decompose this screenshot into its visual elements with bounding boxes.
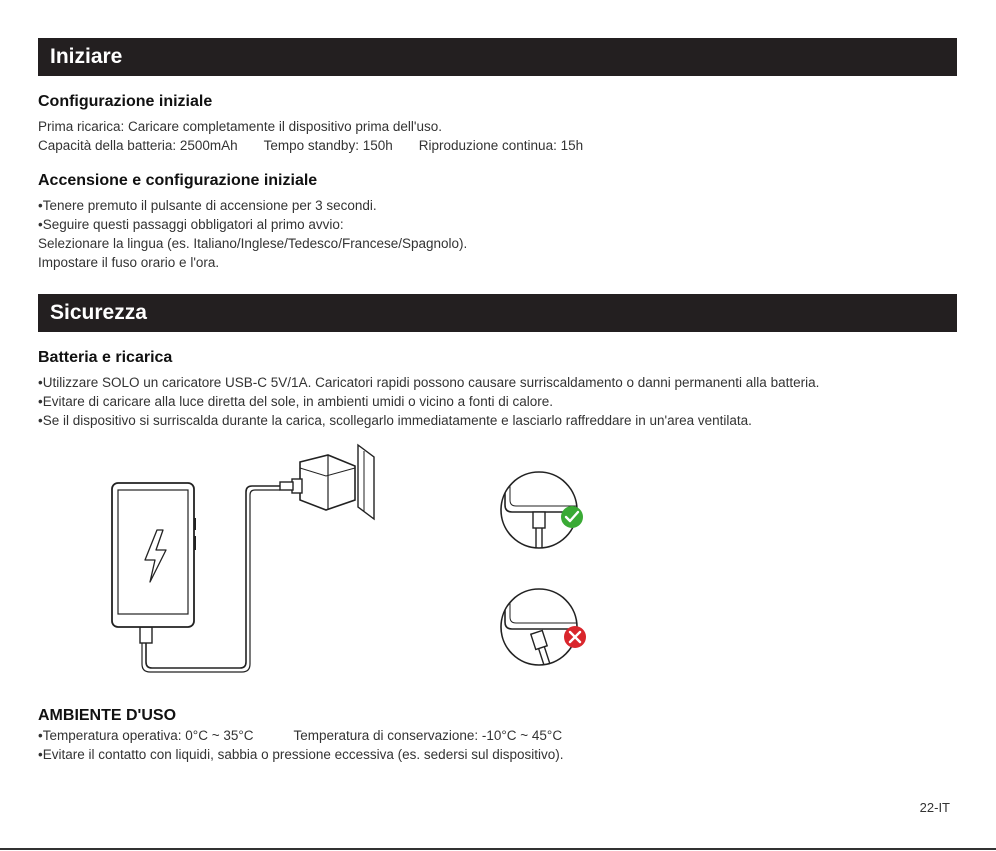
environment-temperatures: [38, 726, 562, 745]
section-title-safety: Sicurezza: [38, 294, 957, 332]
operating-temperature: •Temperatura operativa: 0°C ~ 35°C: [38, 728, 254, 743]
power-line-2: •Seguire questi passaggi obbligatori al primo avvio:: [38, 217, 344, 232]
heading-setup: Configurazione iniziale: [38, 93, 213, 110]
charging-illustration: [0, 440, 996, 680]
battery-line-3: •Se il dispositivo si surriscalda durante la carica, scollegarlo immediatamente e lasciarlo raffreddare in un'area ventilata.: [38, 413, 752, 428]
heading-power: Accensione e configurazione iniziale: [38, 172, 318, 189]
wrong-connection-diagram: [501, 587, 590, 680]
charger-brick: [280, 455, 355, 510]
wall-socket: [358, 445, 374, 519]
usb-connector: [140, 627, 152, 643]
power-line-3: Selezionare la lingua (es. Italiano/Inglese/Tedesco/Francese/Spagnolo).: [38, 236, 468, 251]
correct-connection-diagram: [501, 470, 590, 560]
storage-temperature: Temperatura di conservazione: -10°C ~ 45°C: [293, 728, 563, 743]
heading-battery: Batteria e ricarica: [38, 349, 173, 366]
environment-line-2: •Evitare il contatto con liquidi, sabbia o pressione eccessiva (es. sedersi sul dispositivo).: [38, 747, 564, 762]
battery-line-2: •Evitare di caricare alla luce diretta del sole, in ambienti umidi o vicino a fonti di calore.: [38, 394, 553, 409]
battery-capacity: Capacità della batteria: 2500mAh: [38, 138, 238, 153]
power-line-4: Impostare il fuso orario e l'ora.: [38, 255, 220, 270]
footer-divider: [0, 848, 996, 850]
playback-time: Riproduzione continua: 15h: [418, 138, 584, 153]
section-title-start: Iniziare: [38, 38, 957, 76]
heading-environment: AMBIENTE D'USO: [38, 707, 177, 724]
page-number: 22-IT: [919, 800, 950, 815]
cross-icon: [564, 626, 586, 648]
standby-time: Tempo standby: 150h: [263, 138, 393, 153]
battery-line-1: •Utilizzare SOLO un caricatore USB-C 5V/1A. Caricatori rapidi possono causare surriscaldamento o danni permanenti alla batteria.: [38, 375, 820, 390]
power-line-1: •Tenere premuto il pulsante di accensione per 3 secondi.: [38, 198, 377, 213]
check-icon: [561, 506, 583, 528]
setup-specs: [38, 136, 583, 155]
setup-line-1: Prima ricarica: Caricare completamente il dispositivo prima dell'uso.: [38, 119, 442, 134]
